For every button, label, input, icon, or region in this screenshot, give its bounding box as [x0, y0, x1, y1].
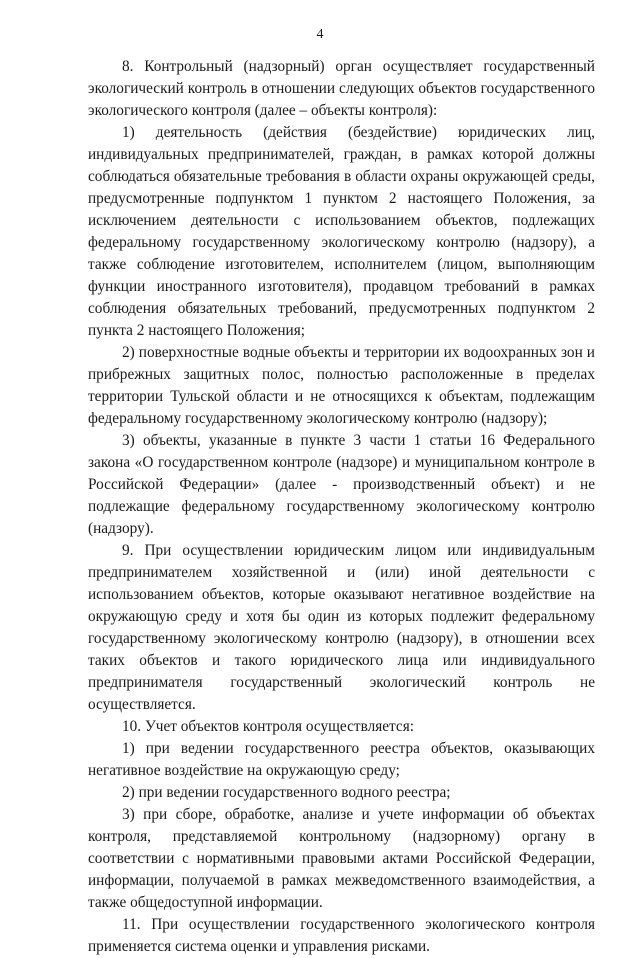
paragraph-10: 10. Учет объектов контроля осуществляется: — [122, 718, 414, 735]
paragraph-8-item-1: 1) деятельность (действия (бездействие) юридических лиц, индивидуальных предпринимателей, граждан, в рамках которой должны соблюдаться обязательные требования в области охраны окружающей среды, предусмотренные подпунктом 1 пунктом 2 настоящего Положения, за исключением деятельности с использованием объектов, подлежащих федеральному государственному экологическому контролю (надзору), а также соблюдение изготовителем, исполнителем (лицом, выполняющим функции иностранного изготовителя), продавцом требований в рамках соблюдения обязательных требований, предусмотренных подпунктом 2 пункта 2 настоящего Положения; — [88, 124, 595, 339]
paragraph-9: 9. При осуществлении юридическим лицом или индивидуальным предпринимателем хозяйственной и (или) иной деятельности с использованием объектов, которые оказывают негативное воздействие на окружающую среду и хотя бы один из которых подлежит федеральному государственному экологическому контролю (надзору), в отношении всех таких объектов и такого юридического лица или индивидуального предпринимателя государственный экологический контроль не осуществляется. — [88, 542, 595, 713]
paragraph-11: 11. При осуществлении государственного экологического контроля применяется система оценки и управления рисками. — [88, 916, 595, 955]
paragraph-10-item-2: 2) при ведении государственного водного реестра; — [122, 784, 451, 801]
page-number: 4 — [316, 27, 324, 42]
paragraph-8: 8. Контрольный (надзорный) орган осуществляет государственный экологический контроль в отношении следующих объектов государственного экологического контроля (далее – объекты контроля): — [88, 58, 595, 119]
paragraph-10-item-3: 3) при сборе, обработке, анализе и учете информации об объектах контроля, представляемой контрольному (надзорному) органу в соответствии с нормативными правовыми актами Российской Федерации, информации, получаемой в рамках межведомственного взаимодействия, а также общедоступной информации. — [88, 806, 595, 911]
paragraph-8-item-2: 2) поверхностные водные объекты и территории их водоохранных зон и прибрежных защитных полос, полностью расположенные в пределах территории Тульской области и не относящихся к объектам, подлежащим федеральному государственному экологическому контролю (надзору); — [88, 344, 595, 427]
document-body — [88, 56, 595, 958]
paragraph-8-item-3: 3) объекты, указанные в пункте 3 части 1 статьи 16 Федерального закона «О государственном контроле (надзоре) и муниципальном контроле в Российской Федерации» (далее - производственный объект) и не подлежащие федеральному государственному экологическому контролю (надзору). — [88, 432, 595, 537]
paragraph-10-item-1: 1) при ведении государственного реестра объектов, оказывающих негативное воздействие на окружающую среду; — [88, 740, 595, 779]
